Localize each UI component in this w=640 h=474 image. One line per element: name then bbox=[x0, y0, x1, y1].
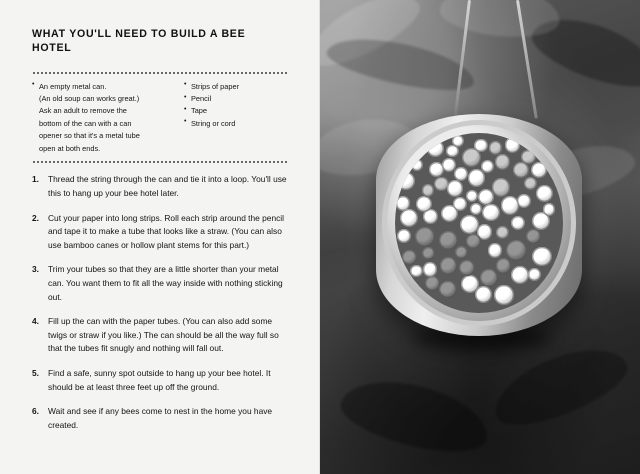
right-photo-page bbox=[320, 0, 640, 474]
paper-tube bbox=[543, 203, 556, 216]
paper-tube bbox=[455, 246, 468, 259]
materials-column-1 bbox=[32, 81, 170, 156]
paper-tube bbox=[422, 247, 435, 260]
paper-tube bbox=[494, 285, 513, 304]
paper-tube bbox=[536, 185, 553, 202]
paper-tube bbox=[410, 265, 423, 278]
paper-tube bbox=[474, 139, 488, 153]
paper-tube bbox=[423, 262, 437, 276]
paper-tube bbox=[513, 162, 529, 178]
step-number: 2. bbox=[32, 212, 39, 223]
step-number: 4. bbox=[32, 316, 39, 327]
list-item: bottom of the can with a can bbox=[39, 118, 132, 128]
paper-tube bbox=[468, 169, 486, 187]
divider-top bbox=[32, 68, 288, 74]
list-item bbox=[32, 173, 288, 200]
materials-column-2 bbox=[184, 81, 284, 156]
paper-tube bbox=[496, 226, 509, 239]
metal-can bbox=[372, 108, 586, 344]
step-text: Find a safe, sunny spot outside to hang up your bee hotel. It should be at least three feet up off the ground. bbox=[48, 368, 271, 392]
step-text: Trim your tubes so that they are a little shorter than your metal can. You want them to fit all the way inside with nothing sticking out. bbox=[48, 264, 283, 302]
step-number: 1. bbox=[32, 174, 39, 185]
paper-tube bbox=[531, 162, 547, 178]
paper-tube bbox=[492, 178, 511, 197]
step-number: 5. bbox=[32, 368, 39, 379]
list-item: Ask an adult to remove the bbox=[39, 106, 127, 116]
list-item bbox=[32, 315, 288, 356]
paper-tube bbox=[488, 243, 503, 258]
paper-tube bbox=[511, 216, 525, 230]
paper-tube bbox=[400, 209, 419, 228]
paper-tube bbox=[439, 281, 457, 299]
page-title: WHAT YOU'LL NEED TO BUILD A BEE HOTEL bbox=[32, 28, 246, 54]
list-item bbox=[32, 405, 288, 432]
list-item bbox=[32, 367, 288, 394]
paper-tube bbox=[521, 150, 536, 165]
foliage-shape bbox=[335, 369, 495, 464]
paper-tube bbox=[482, 204, 500, 222]
list-item: • An empty metal can. bbox=[32, 81, 170, 92]
instructions-block bbox=[32, 28, 288, 443]
steps-list bbox=[32, 173, 288, 432]
paper-tube bbox=[496, 258, 511, 273]
list-item: (An old soup can works great.) bbox=[39, 94, 140, 103]
paper-tube bbox=[452, 135, 464, 147]
paper-tube bbox=[517, 194, 531, 208]
paper-tube bbox=[466, 234, 481, 249]
paper-tube bbox=[397, 229, 411, 243]
list-item bbox=[32, 212, 288, 253]
paper-tube bbox=[505, 137, 521, 153]
list-item: • Pencil bbox=[184, 93, 284, 104]
step-text: Fill up the can with the paper tubes. (You can also add some twigs or straw if you like.) The can should be all the way full so that the tubes fit snugly and nothing will fall out. bbox=[48, 316, 279, 354]
divider-bottom bbox=[32, 157, 288, 163]
paper-tube bbox=[475, 286, 492, 303]
paper-tube bbox=[439, 231, 458, 250]
paper-tube bbox=[425, 276, 440, 291]
paper-tube bbox=[453, 197, 467, 211]
list-item bbox=[32, 263, 288, 304]
paper-tube bbox=[526, 229, 541, 244]
paper-tube bbox=[511, 266, 529, 284]
paper-tube bbox=[528, 268, 541, 281]
paper-tube bbox=[416, 196, 432, 212]
can-rim bbox=[382, 120, 576, 326]
paper-tube bbox=[415, 227, 435, 247]
paper-tube bbox=[495, 154, 510, 169]
step-text: Cut your paper into long strips. Roll each strip around the pencil and tape it to make a tube that looks like a straw. (You can also use bamboo canes or hollow plant stems for this part.) bbox=[48, 212, 285, 250]
paper-tube bbox=[524, 177, 537, 190]
list-item: • Tape bbox=[184, 105, 284, 116]
step-number: 6. bbox=[32, 406, 39, 417]
foliage-shape bbox=[485, 334, 636, 438]
paper-tube bbox=[447, 180, 463, 196]
paper-tube bbox=[459, 260, 476, 277]
list-item: opener so that it's a metal tube bbox=[39, 131, 140, 141]
list-item: open at both ends. bbox=[39, 143, 101, 153]
materials-list bbox=[32, 81, 288, 156]
paper-tube bbox=[440, 257, 458, 275]
paper-tube bbox=[489, 141, 503, 155]
paper-tube bbox=[442, 158, 456, 172]
paper-tube bbox=[501, 196, 519, 214]
paper-tube bbox=[422, 184, 434, 196]
bee-hotel-photograph bbox=[320, 0, 640, 474]
paper-tube bbox=[480, 269, 497, 286]
paper-tube bbox=[411, 159, 423, 171]
list-item: • String or cord bbox=[184, 118, 284, 129]
paper-tube bbox=[506, 240, 527, 261]
paper-tube bbox=[532, 247, 551, 266]
step-number: 3. bbox=[32, 264, 39, 275]
list-item: • Strips of paper bbox=[184, 81, 284, 92]
paper-tube bbox=[470, 203, 482, 215]
step-text: Wait and see if any bees come to nest in the home you have created. bbox=[48, 406, 273, 430]
paper-tube-bundle bbox=[395, 133, 563, 313]
paper-tube bbox=[466, 190, 478, 202]
step-text: Thread the string through the can and tie it into a loop. You'll use this to hang up your bee hotel later. bbox=[48, 174, 287, 198]
paper-tube bbox=[397, 172, 415, 190]
paper-tube bbox=[427, 140, 444, 157]
paper-tube bbox=[402, 250, 417, 265]
paper-tube bbox=[454, 167, 468, 181]
